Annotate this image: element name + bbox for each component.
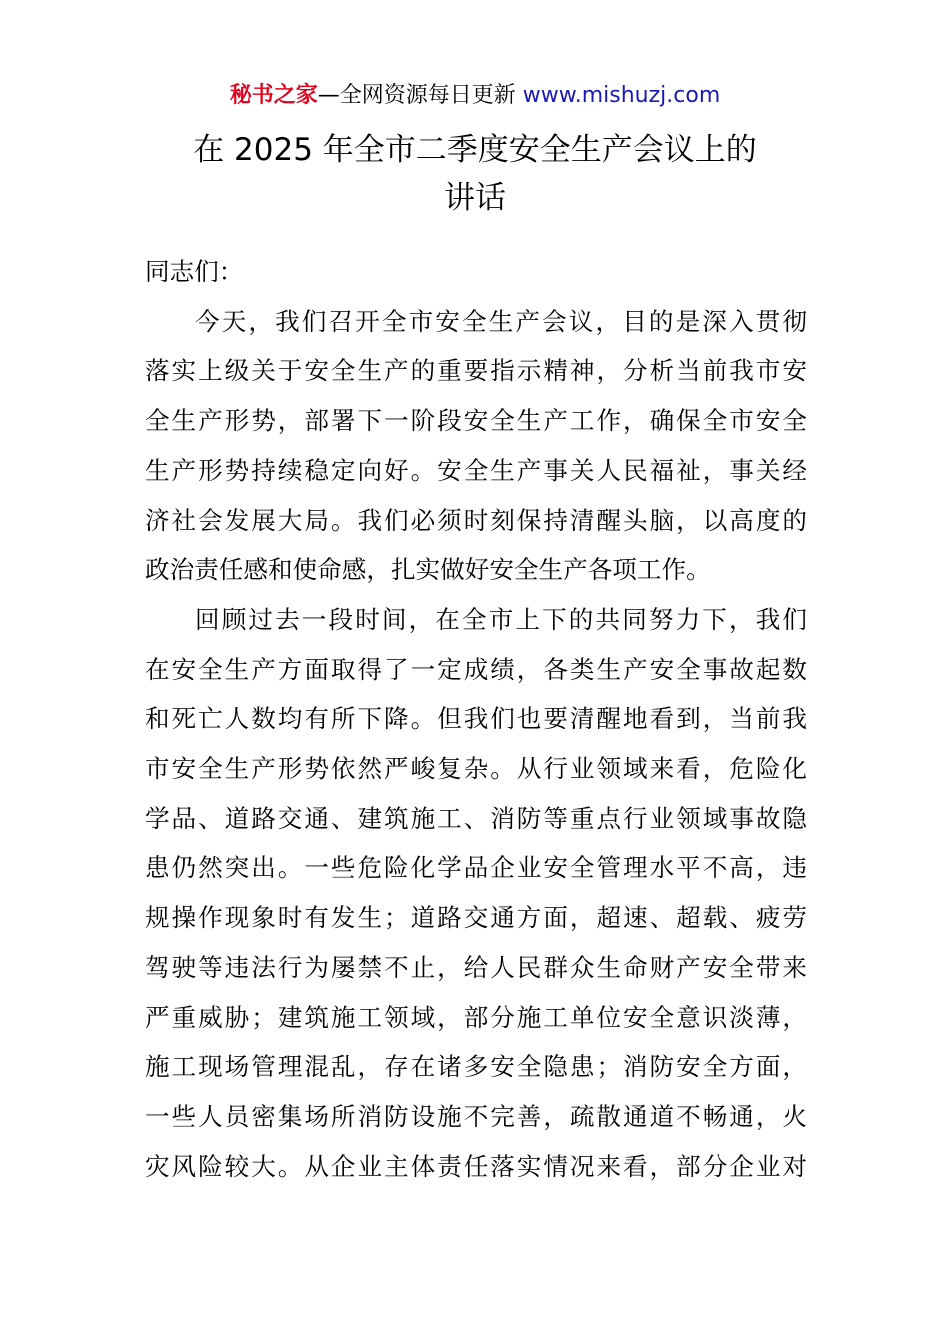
paragraph-line: 灾风险较大。从企业主体责任落实情况来看，部分企业对 — [145, 1151, 807, 1181]
paragraph-line: 和死亡人数均有所下降。但我们也要清醒地看到，当前我 — [145, 704, 807, 734]
title-line: 在 2025 年全市二季度安全生产会议上的 — [193, 132, 757, 168]
paragraph-line: 规操作现象时有发生；道路交通方面，超速、超载、疲劳 — [145, 903, 807, 933]
paragraph-line: 在安全生产方面取得了一定成绩，各类生产安全事故起数 — [145, 654, 807, 684]
paragraph-1 — [145, 297, 807, 595]
site-brand: 秘书之家 — [229, 83, 318, 108]
paragraph-line: 患仍然突出。一些危险化学品企业安全管理水平不高，违 — [145, 853, 807, 883]
salutation — [145, 247, 807, 297]
paragraph-line: 驾驶等违法行为屡禁不止，给人民群众生命财产安全带来 — [145, 952, 807, 982]
paragraph-line: 市安全生产形势依然严峻复杂。从行业领域来看，危险化 — [145, 754, 807, 784]
site-header — [0, 80, 950, 112]
title-line: 讲话 — [444, 180, 506, 216]
site-slogan: —全网资源每日更新 — [317, 83, 516, 108]
salutation-text: 同志们： — [145, 257, 244, 286]
paragraph-line: 一些人员密集场所消防设施不完善，疏散通道不畅通，火 — [145, 1101, 807, 1131]
paragraph-line: 回顾过去一段时间，在全市上下的共同努力下，我们 — [195, 604, 807, 634]
paragraph-line: 严重威胁；建筑施工领域，部分施工单位安全意识淡薄， — [145, 1002, 807, 1032]
paragraph-line: 全生产形势，部署下一阶段安全生产工作，确保全市安全 — [145, 406, 807, 436]
document-title — [145, 126, 805, 222]
paragraph-line: 学品、道路交通、建筑施工、消防等重点行业领域事故隐 — [145, 803, 807, 833]
paragraph-line: 生产形势持续稳定向好。安全生产事关人民福祉，事关经 — [145, 455, 807, 485]
paragraph-line: 施工现场管理混乱，存在诸多安全隐患；消防安全方面， — [145, 1052, 807, 1082]
document-body — [145, 247, 807, 1191]
paragraph-line: 济社会发展大局。我们必须时刻保持清醒头脑，以高度的 — [145, 505, 807, 535]
paragraph-line: 今天，我们召开全市安全生产会议，目的是深入贯彻 — [195, 306, 807, 336]
paragraph-line: 政治责任感和使命感，扎实做好安全生产各项工作。 — [145, 555, 711, 585]
paragraph-2 — [145, 595, 807, 1191]
paragraph-line: 落实上级关于安全生产的重要指示精神，分析当前我市安 — [145, 356, 807, 386]
site-url-link[interactable]: www.mishuzj.com — [522, 83, 721, 108]
